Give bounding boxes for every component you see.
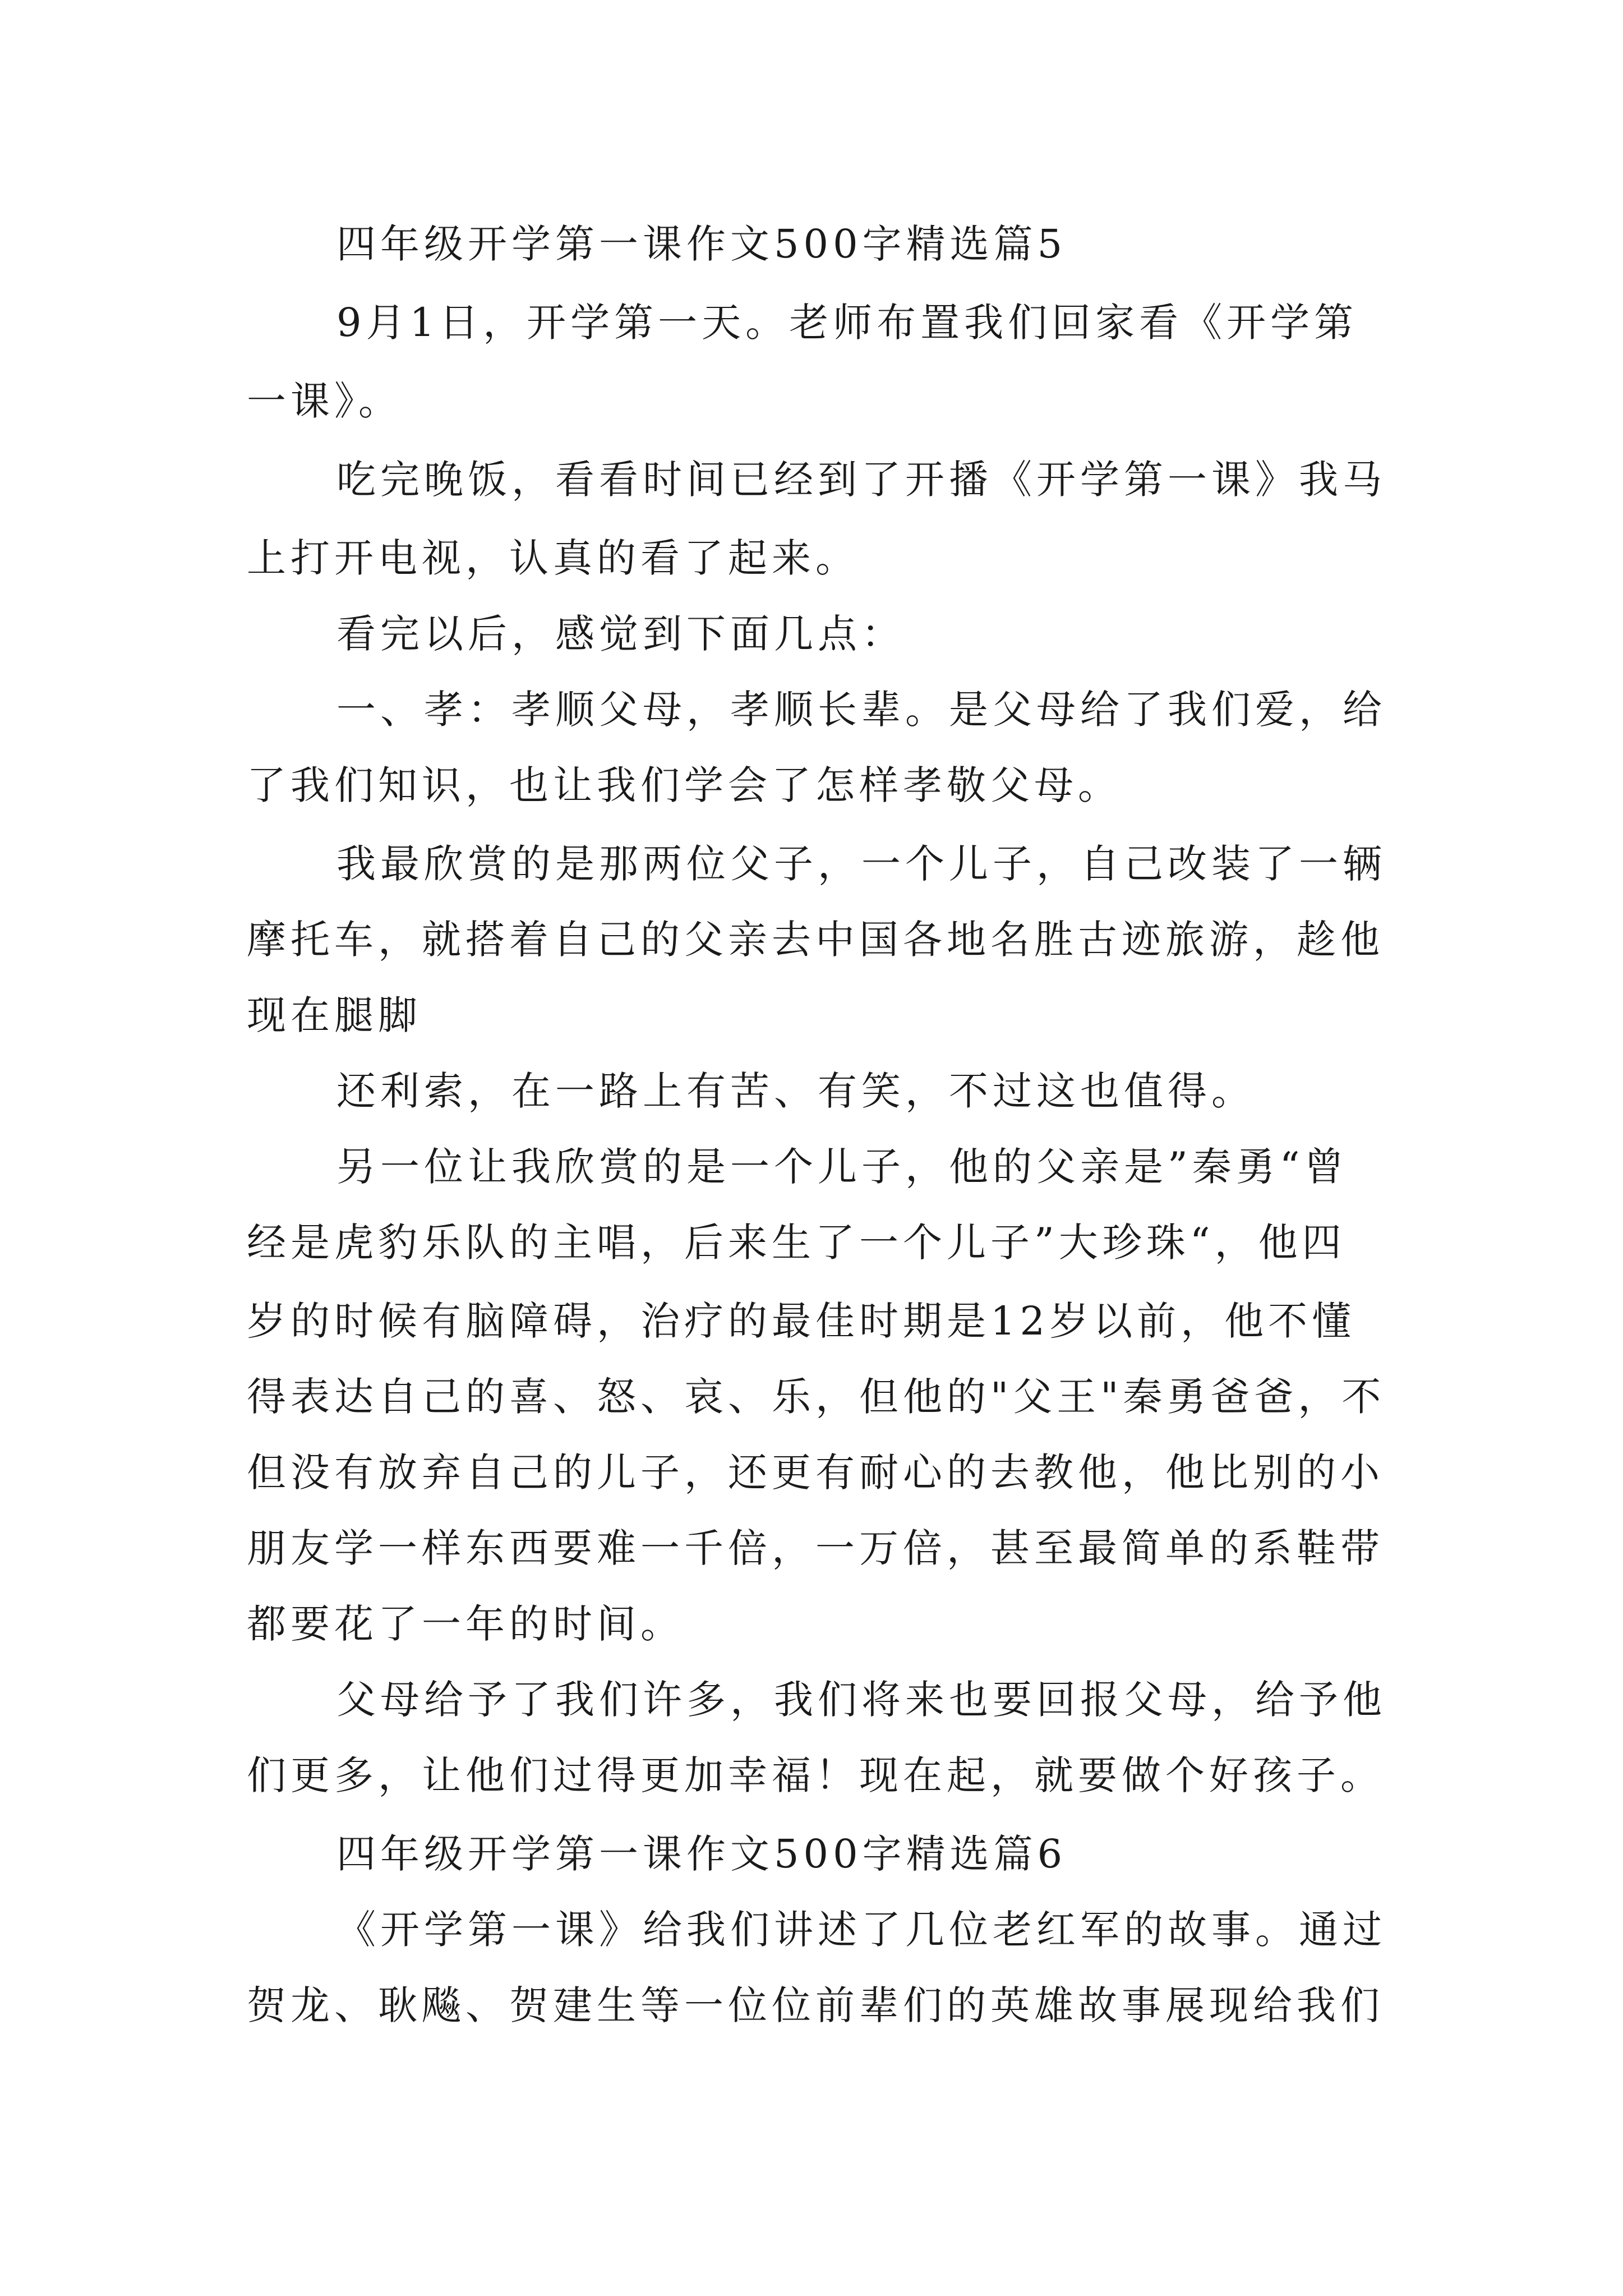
paragraph-line: 我最欣赏的是那两位父子，一个儿子，自己改装了一辆	[336, 841, 1386, 887]
paragraph-line: 还利索，在一路上有苦、有笑，不过这也值得。	[336, 1068, 1255, 1114]
paragraph-line: 《开学第一课》给我们讲述了几位老红军的故事。通过	[336, 1907, 1386, 1953]
paragraph-line: 摩托车，就搭着自己的父亲去中国各地名胜古迹旅游，趁他	[247, 917, 1384, 963]
paragraph-line: 们更多，让他们过得更加幸福！现在起，就要做个好孩子。	[247, 1752, 1384, 1798]
paragraph-line: 都要花了一年的时间。	[247, 1601, 684, 1647]
paragraph-line: 一、孝：孝顺父母，孝顺长辈。是父母给了我们爱，给	[336, 687, 1386, 733]
paragraph-line: 父母给予了我们许多，我们将来也要回报父母，给予他	[336, 1677, 1386, 1723]
paragraph-line: 吃完晚饭，看看时间已经到了开播《开学第一课》我马	[336, 457, 1386, 503]
paragraph-line: 另一位让我欣赏的是一个儿子，他的父亲是”秦勇“曾	[336, 1144, 1348, 1190]
section-heading-6: 四年级开学第一课作文500字精选篇6	[336, 1831, 1067, 1877]
paragraph-line: 上打开电视，认真的看了起来。	[247, 535, 859, 581]
paragraph-line: 现在腿脚	[247, 992, 422, 1038]
paragraph-line: 一课》。	[247, 378, 402, 424]
paragraph-line: 了我们知识，也让我们学会了怎样孝敬父母。	[247, 762, 1122, 808]
paragraph-line: 岁的时候有脑障碍，治疗的最佳时期是12岁以前，他不懂	[247, 1298, 1356, 1344]
section-heading-5: 四年级开学第一课作文500字精选篇5	[336, 221, 1067, 267]
paragraph-line: 9月1日，开学第一天。老师布置我们回家看《开学第	[336, 300, 1358, 346]
paragraph-line: 看完以后，感觉到下面几点：	[336, 611, 905, 657]
paragraph-line: 朋友学一样东西要难一千倍，一万倍，甚至最简单的系鞋带	[247, 1525, 1384, 1571]
paragraph-line: 但没有放弃自己的儿子，还更有耐心的去教他，他比别的小	[247, 1450, 1384, 1496]
paragraph-line: 得表达自己的喜、怒、哀、乐，但他的"父王"秦勇爸爸，不	[247, 1374, 1386, 1420]
paragraph-line: 经是虎豹乐队的主唱，后来生了一个儿子”大珍珠“，他四	[247, 1220, 1346, 1266]
paragraph-line: 贺龙、耿飚、贺建生等一位位前辈们的英雄故事展现给我们	[247, 1982, 1384, 2028]
